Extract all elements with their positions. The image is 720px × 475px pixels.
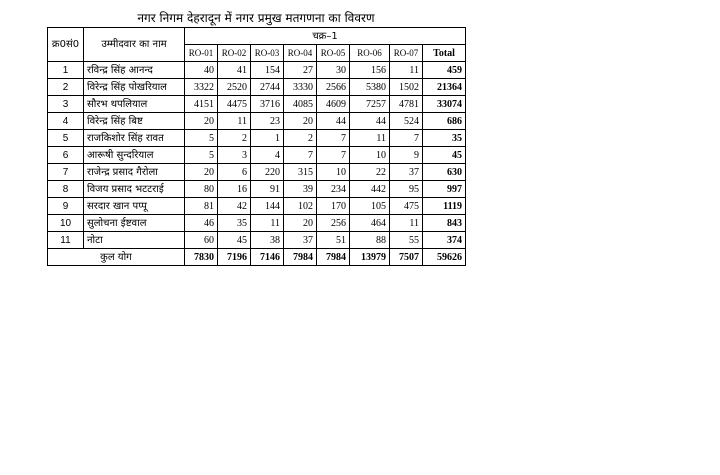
candidate-total-cell: 459	[423, 62, 466, 79]
candidate-name-cell: आरूषी सुन्दरियाल	[84, 147, 185, 164]
candidate-name-cell: नोटा	[84, 232, 185, 249]
serial-cell: 4	[48, 113, 84, 130]
table-row	[48, 96, 466, 113]
total-ro-cell: 7984	[317, 249, 350, 266]
ro-vote-cell: 154	[251, 62, 284, 79]
total-row	[48, 249, 466, 266]
ro-vote-cell: 10	[350, 147, 390, 164]
ro-vote-cell: 234	[317, 181, 350, 198]
total-ro-cell: 7146	[251, 249, 284, 266]
candidate-total-cell: 374	[423, 232, 466, 249]
candidate-total-cell: 630	[423, 164, 466, 181]
ro-vote-cell: 2	[218, 130, 251, 147]
ro-vote-cell: 4085	[284, 96, 317, 113]
total-ro-cell: 13979	[350, 249, 390, 266]
ro-vote-cell: 3716	[251, 96, 284, 113]
ro-vote-cell: 1502	[390, 79, 423, 96]
ro-vote-cell: 1	[251, 130, 284, 147]
ro-vote-cell: 95	[390, 181, 423, 198]
total-ro-cell: 7984	[284, 249, 317, 266]
candidate-total-cell: 45	[423, 147, 466, 164]
ro-vote-cell: 170	[317, 198, 350, 215]
ro-vote-cell: 2744	[251, 79, 284, 96]
ro-vote-cell: 20	[284, 215, 317, 232]
ro-vote-cell: 4151	[185, 96, 218, 113]
ro-vote-cell: 23	[251, 113, 284, 130]
grand-total-cell: 59626	[423, 249, 466, 266]
ro-vote-cell: 5	[185, 130, 218, 147]
ro-vote-cell: 20	[185, 164, 218, 181]
ro-vote-cell: 7	[317, 130, 350, 147]
ro-vote-cell: 11	[218, 113, 251, 130]
ro-vote-cell: 44	[350, 113, 390, 130]
candidate-rows	[48, 62, 466, 249]
header-ro: RO-01	[185, 45, 218, 62]
ro-vote-cell: 80	[185, 181, 218, 198]
ro-vote-cell: 20	[185, 113, 218, 130]
ro-vote-cell: 20	[284, 113, 317, 130]
ro-vote-cell: 7257	[350, 96, 390, 113]
ro-vote-cell: 3330	[284, 79, 317, 96]
ro-vote-cell: 156	[350, 62, 390, 79]
ro-vote-cell: 2520	[218, 79, 251, 96]
ro-vote-cell: 11	[350, 130, 390, 147]
table-row	[48, 62, 466, 79]
ro-vote-cell: 16	[218, 181, 251, 198]
page-title: नगर निगम देहरादून में नगर प्रमुख मतगणना का विवरण	[137, 11, 375, 25]
serial-cell: 1	[48, 62, 84, 79]
ro-vote-cell: 11	[390, 215, 423, 232]
table-row	[48, 79, 466, 96]
ro-vote-cell: 2566	[317, 79, 350, 96]
ro-vote-cell: 256	[317, 215, 350, 232]
ro-vote-cell: 35	[218, 215, 251, 232]
serial-cell: 3	[48, 96, 84, 113]
header-ro: RO-05	[317, 45, 350, 62]
ro-vote-cell: 42	[218, 198, 251, 215]
ro-vote-cell: 22	[350, 164, 390, 181]
ro-vote-cell: 442	[350, 181, 390, 198]
ro-vote-cell: 144	[251, 198, 284, 215]
ro-vote-cell: 40	[185, 62, 218, 79]
header-serial: क्र0सं0	[48, 28, 84, 62]
serial-cell: 10	[48, 215, 84, 232]
serial-cell: 5	[48, 130, 84, 147]
total-ro-cell: 7507	[390, 249, 423, 266]
ro-vote-cell: 4609	[317, 96, 350, 113]
candidate-total-cell: 686	[423, 113, 466, 130]
ro-vote-cell: 88	[350, 232, 390, 249]
candidate-name-cell: सौरभ थपलियाल	[84, 96, 185, 113]
candidate-total-cell: 21364	[423, 79, 466, 96]
ro-vote-cell: 2	[284, 130, 317, 147]
ro-vote-cell: 3	[218, 147, 251, 164]
ro-vote-cell: 91	[251, 181, 284, 198]
candidate-total-cell: 33074	[423, 96, 466, 113]
ro-vote-cell: 37	[284, 232, 317, 249]
ro-vote-cell: 45	[218, 232, 251, 249]
ro-vote-cell: 7	[284, 147, 317, 164]
table-row	[48, 113, 466, 130]
serial-cell: 9	[48, 198, 84, 215]
ro-vote-cell: 38	[251, 232, 284, 249]
serial-cell: 6	[48, 147, 84, 164]
ro-vote-cell: 46	[185, 215, 218, 232]
ro-vote-cell: 4781	[390, 96, 423, 113]
ro-vote-cell: 10	[317, 164, 350, 181]
ro-vote-cell: 102	[284, 198, 317, 215]
ro-vote-cell: 105	[350, 198, 390, 215]
vote-count-table	[47, 27, 466, 266]
candidate-name-cell: रविन्द्र सिंह आनन्द	[84, 62, 185, 79]
candidate-total-cell: 843	[423, 215, 466, 232]
ro-vote-cell: 44	[317, 113, 350, 130]
serial-cell: 8	[48, 181, 84, 198]
total-ro-cell: 7196	[218, 249, 251, 266]
ro-vote-cell: 41	[218, 62, 251, 79]
table-row	[48, 215, 466, 232]
candidate-name-cell: सुलोचना ईष्टवाल	[84, 215, 185, 232]
serial-cell: 7	[48, 164, 84, 181]
header-ro: RO-03	[251, 45, 284, 62]
candidate-total-cell: 35	[423, 130, 466, 147]
ro-vote-cell: 37	[390, 164, 423, 181]
header-ro: RO-02	[218, 45, 251, 62]
table-row	[48, 232, 466, 249]
ro-vote-cell: 7	[390, 130, 423, 147]
candidate-name-cell: विरेन्द्र सिंह पोखरियाल	[84, 79, 185, 96]
table-row	[48, 181, 466, 198]
table-row	[48, 130, 466, 147]
ro-vote-cell: 4475	[218, 96, 251, 113]
ro-vote-cell: 220	[251, 164, 284, 181]
candidate-name-cell: विरेन्द्र सिंह बिष्ट	[84, 113, 185, 130]
ro-vote-cell: 5	[185, 147, 218, 164]
ro-vote-cell: 4	[251, 147, 284, 164]
header-ro: RO-06	[350, 45, 390, 62]
ro-vote-cell: 315	[284, 164, 317, 181]
ro-vote-cell: 475	[390, 198, 423, 215]
ro-vote-cell: 9	[390, 147, 423, 164]
ro-vote-cell: 5380	[350, 79, 390, 96]
serial-cell: 11	[48, 232, 84, 249]
header-ro: RO-04	[284, 45, 317, 62]
candidate-name-cell: विजय प्रसाद भटटराई	[84, 181, 185, 198]
header-round: चक्र–1	[185, 28, 466, 45]
header-row-round	[48, 28, 466, 45]
candidate-total-cell: 997	[423, 181, 466, 198]
total-ro-cell: 7830	[185, 249, 218, 266]
candidate-name-cell: राजेन्द्र प्रसाद गैरोला	[84, 164, 185, 181]
candidate-name-cell: राजकिशोर सिंह रावत	[84, 130, 185, 147]
ro-vote-cell: 39	[284, 181, 317, 198]
ro-vote-cell: 27	[284, 62, 317, 79]
ro-vote-cell: 11	[390, 62, 423, 79]
header-ro: RO-07	[390, 45, 423, 62]
total-label: कुल योग	[48, 249, 185, 266]
candidate-name-cell: सरदार खान पप्पू	[84, 198, 185, 215]
ro-vote-cell: 30	[317, 62, 350, 79]
ro-vote-cell: 55	[390, 232, 423, 249]
ro-vote-cell: 60	[185, 232, 218, 249]
candidate-total-cell: 1119	[423, 198, 466, 215]
header-total: Total	[423, 45, 466, 62]
table-row	[48, 198, 466, 215]
ro-vote-cell: 464	[350, 215, 390, 232]
ro-vote-cell: 51	[317, 232, 350, 249]
table-row	[48, 164, 466, 181]
ro-vote-cell: 6	[218, 164, 251, 181]
serial-cell: 2	[48, 79, 84, 96]
ro-vote-cell: 7	[317, 147, 350, 164]
table-row	[48, 147, 466, 164]
header-candidate: उम्मीदवार का नाम	[84, 28, 185, 62]
ro-vote-cell: 524	[390, 113, 423, 130]
ro-vote-cell: 81	[185, 198, 218, 215]
ro-vote-cell: 11	[251, 215, 284, 232]
ro-vote-cell: 3322	[185, 79, 218, 96]
